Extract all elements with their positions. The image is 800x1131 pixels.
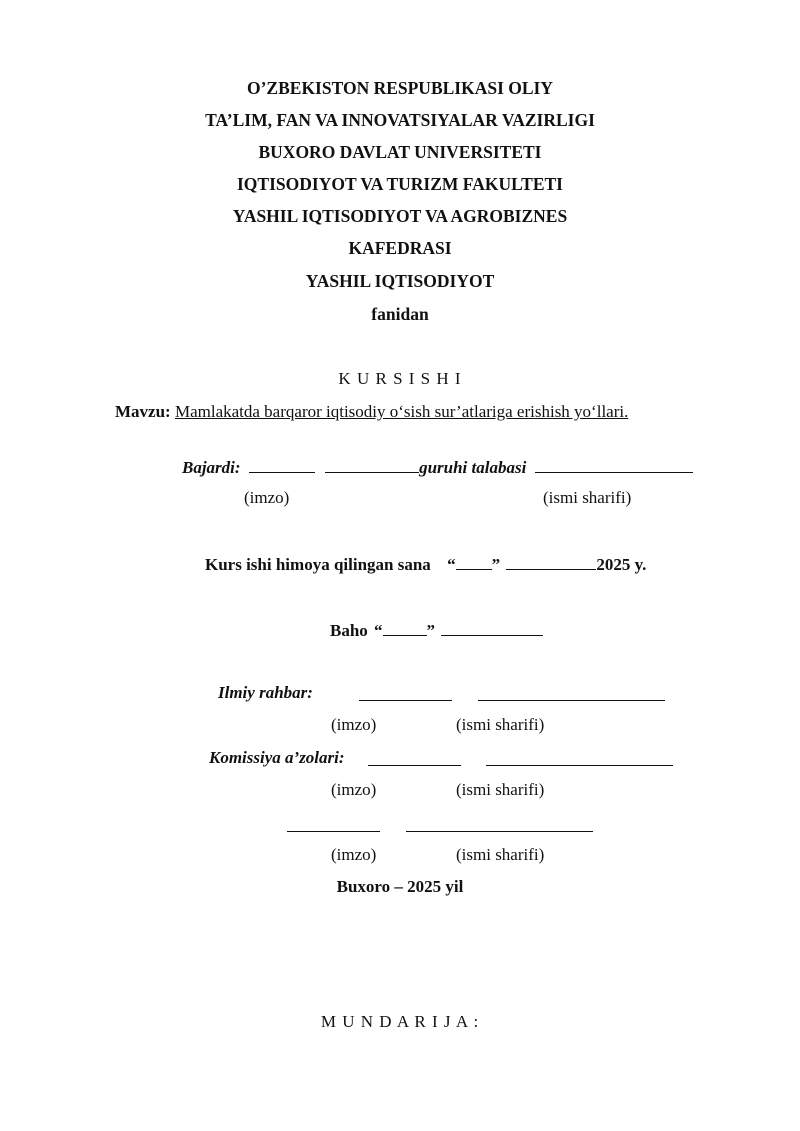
department-name-line-2: KAFEDRASI [348, 238, 452, 258]
grade-word-blank [441, 619, 543, 636]
group-student-text: guruhi talabasi [419, 458, 527, 477]
commission-name-caption-2: (ismi sharifi) [456, 845, 545, 864]
defense-close-quote: ” [491, 555, 501, 574]
grade-row [330, 619, 543, 641]
supervisor-sign-caption: (imzo) [331, 715, 377, 734]
performer-label: Bajardi: [182, 458, 241, 477]
contents-title: M U N D A R I J A : [320, 1012, 480, 1031]
department-name-line-1: YASHIL IQTISODIYOT VA AGROBIZNES [232, 206, 568, 226]
subject-suffix: fanidan [371, 304, 429, 324]
performer-name-caption: (ismi sharifi) [543, 488, 632, 507]
grade-score-blank [383, 619, 427, 636]
commission-signature-blank-2-wrap [287, 815, 380, 837]
ministry-line-2: TA’LIM, FAN VA INNOVATSIYALAR VAZIRLIGI [205, 110, 595, 130]
faculty-name: IQTISODIYOT VA TURIZM FAKULTETI [237, 174, 563, 194]
defense-date-label: Kurs ishi himoya qilingan sana [205, 555, 431, 574]
commission-name-caption-1: (ismi sharifi) [456, 780, 545, 799]
performer-sign-caption: (imzo) [244, 488, 290, 507]
commission-name-blank-1 [486, 749, 673, 766]
group-blank [325, 456, 419, 473]
performer-name-blank [535, 456, 693, 473]
grade-close-quote: ” [426, 621, 436, 640]
commission-label: Komissiya a’zolari: [209, 748, 345, 767]
place-and-year: Buxoro – 2025 yil [336, 877, 464, 896]
defense-date-row [205, 553, 646, 575]
topic-text: Mamlakatda barqaror iqtisodiy o‘sish sur’atlariga erishish yo‘llari. [174, 402, 629, 421]
supervisor-name-caption: (ismi sharifi) [456, 715, 545, 734]
defense-day-blank [456, 553, 492, 570]
commission-name-blank-2-wrap [406, 815, 593, 837]
topic-label: Mavzu: [115, 402, 171, 421]
supervisor-signature-blank [359, 684, 452, 701]
commission-signature-blank-1-wrap [368, 749, 461, 771]
defense-year: 2025 y. [596, 555, 647, 574]
commission-sign-caption-1: (imzo) [331, 780, 377, 799]
document-type-title: K U R S I S H I [338, 369, 462, 388]
performer-signature-blank [249, 456, 315, 473]
commission-sign-caption-2: (imzo) [331, 845, 377, 864]
performer-row [182, 456, 693, 478]
supervisor-signature-blank-wrap [359, 684, 452, 706]
commission-signature-blank-1 [368, 749, 461, 766]
supervisor-name-blank [478, 684, 665, 701]
topic-row [115, 402, 628, 422]
supervisor-label: Ilmiy rahbar: [218, 683, 313, 702]
commission-signature-blank-2 [287, 815, 380, 832]
university-name: BUXORO DAVLAT UNIVERSITETI [258, 142, 542, 162]
defense-month-blank [506, 553, 596, 570]
commission-name-blank-2 [406, 815, 593, 832]
grade-label: Baho [330, 621, 368, 640]
defense-open-quote: “ [447, 555, 456, 574]
supervisor-name-blank-wrap [478, 684, 665, 706]
commission-name-blank-1-wrap [486, 749, 673, 771]
ministry-line-1: O’ZBEKISTON RESPUBLIKASI OLIY [246, 78, 554, 98]
grade-open-quote: “ [374, 621, 383, 640]
subject-name: YASHIL IQTISODIYOT [305, 271, 495, 291]
